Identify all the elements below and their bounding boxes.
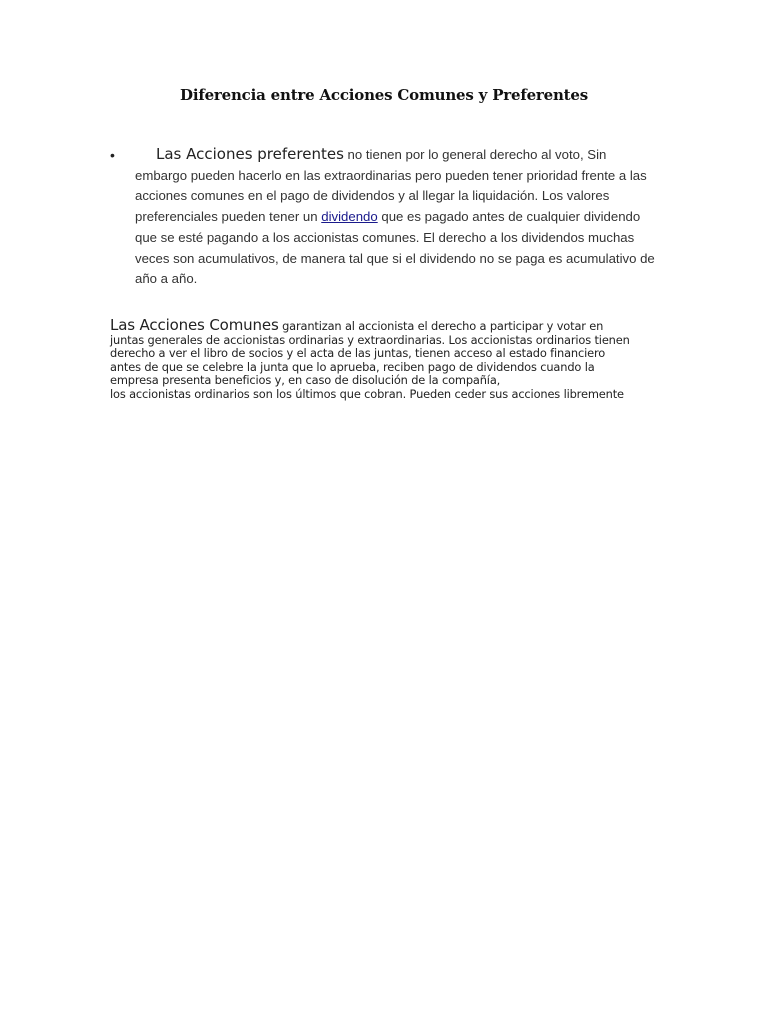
paragraph-line-5: empresa presenta beneficios y, en caso de disolución de la compañía, — [110, 373, 501, 387]
paragraph-line-2: juntas generales de accionistas ordinarias y extraordinarias. Los accionistas ordinarios tienen — [110, 332, 630, 347]
paragraph-line-1-text: garantizan al accionista el derecho a participar y votar en — [278, 319, 604, 333]
paragraph-line-3: derecho a ver el libro de socios y el acta de las juntas, tienen acceso al estado financiero — [110, 346, 606, 360]
acciones-comunes-paragraph — [110, 316, 670, 401]
bullet-icon: • — [110, 147, 115, 163]
paragraph-line-1 — [110, 316, 670, 334]
bullet-list-item — [110, 144, 670, 290]
paragraph-line-4: antes de que se celebre la junta que lo aprueba, reciben pago de dividendos cuando la — [110, 359, 595, 374]
bullet-text-before-link: no tienen por lo general derecho al voto, Sin embargo pueden hacerlo en las extraordinarias pero pueden tener prioridad frente a las acciones comunes en el pago de dividendos y al llegar la liquidación. Los valores preferenciales pueden tener un — [135, 147, 647, 225]
bullet-paragraph — [135, 144, 659, 290]
dividendo-link[interactable]: dividendo — [321, 209, 378, 225]
bullet-text-after-link: que es pagado antes de cualquier dividendo que se esté pagando a los accionistas comunes. El derecho a los dividendos muchas veces son acumulativos, de manera tal que si el dividendo no se paga es acumulativo de año a año. — [135, 209, 655, 287]
paragraph-lead-text: Las Acciones Comunes — [110, 316, 279, 334]
paragraph-line-6: los accionistas ordinarios son los últimos que cobran. Pueden ceder sus acciones libremente — [110, 386, 624, 401]
document-title: Diferencia entre Acciones Comunes y Preferentes — [180, 86, 588, 104]
bullet-lead-text: Las Acciones preferentes — [156, 145, 344, 163]
